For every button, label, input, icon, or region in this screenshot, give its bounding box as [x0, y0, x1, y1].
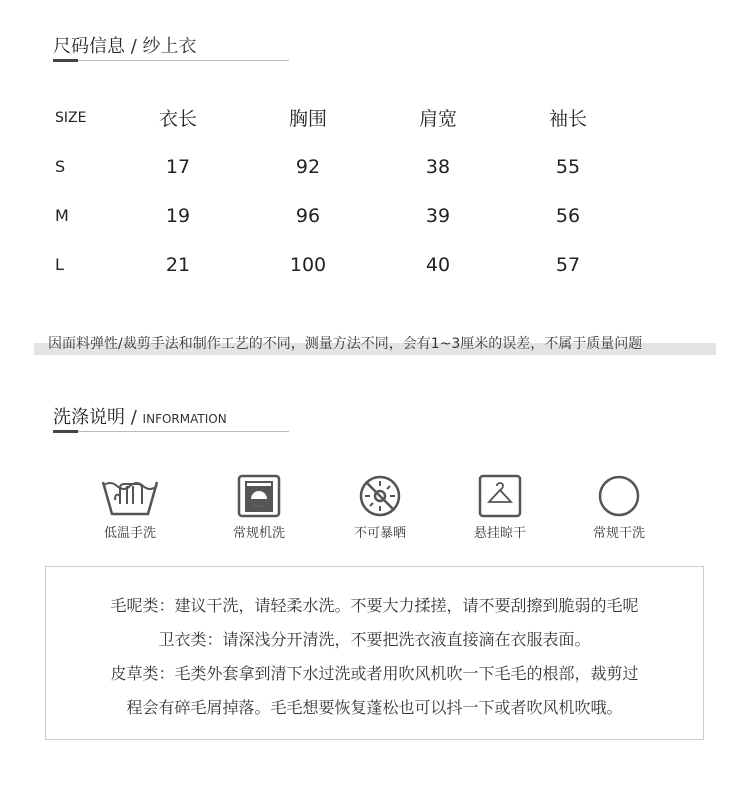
instruction-line: 毛呢类：建议干洗，请轻柔水洗。不要大力揉搓，请不要刮擦到脆弱的毛呢 — [110, 596, 639, 615]
header-cell: SIZE — [55, 109, 87, 126]
header-cell: 衣长 — [158, 108, 197, 130]
care-label: 低温手洗 — [103, 526, 156, 541]
subtitle: INFORMATION — [142, 412, 227, 426]
care-item — [75, 474, 185, 541]
care-item — [325, 474, 435, 541]
care-item — [204, 474, 314, 541]
cell: L — [55, 255, 64, 274]
cell: 17 — [165, 155, 191, 178]
title-text: 尺码信息 — [53, 36, 125, 57]
header-cell: 肩宽 — [418, 108, 457, 130]
care-label: 不可暴晒 — [353, 526, 406, 541]
header-cell: 袖长 — [548, 108, 587, 130]
subtitle: 纱上衣 — [142, 36, 197, 57]
care-label: 常规机洗 — [232, 526, 285, 541]
separator: / — [130, 36, 137, 57]
size-section-title — [53, 32, 197, 58]
care-label: 常规干洗 — [592, 526, 645, 541]
cell: 55 — [555, 155, 581, 178]
machine-wash-icon — [237, 474, 281, 518]
title-text: 洗涤说明 — [53, 407, 125, 428]
header-cell: 胸围 — [288, 108, 327, 130]
care-item — [564, 474, 674, 541]
cell: 56 — [555, 204, 581, 227]
instruction-line: 卫衣类：请深浅分开清洗，不要把洗衣液直接滴在衣服表面。 — [158, 630, 591, 649]
cell: 57 — [555, 253, 581, 276]
cell: 19 — [165, 204, 191, 227]
table-row — [45, 142, 633, 191]
care-label: 悬挂晾干 — [473, 526, 526, 541]
measurement-note: 因面料弹性/裁剪手法和制作工艺的不同，测量方法不同，会有1~3厘米的误差，不属于质量问题 — [48, 336, 643, 352]
instruction-line: 程会有碎毛屑掉落。毛毛想要恢复蓬松也可以抖一下或者吹风机吹哦。 — [126, 698, 623, 717]
care-instructions-box — [45, 566, 704, 740]
cell: 38 — [425, 155, 451, 178]
cell: 96 — [295, 204, 321, 227]
title-underline — [53, 60, 289, 61]
hand-wash-icon — [100, 474, 160, 518]
cell: M — [55, 206, 69, 225]
care-item — [445, 474, 555, 541]
separator: / — [130, 407, 137, 428]
cell: 39 — [425, 204, 451, 227]
dry-clean-icon — [597, 474, 641, 518]
table-row — [45, 240, 633, 289]
title-underline — [53, 431, 289, 432]
cell: 92 — [295, 155, 321, 178]
no-sun-icon — [358, 474, 402, 518]
cell: 40 — [425, 253, 451, 276]
wash-section-title — [53, 403, 227, 429]
size-table — [45, 93, 633, 289]
cell: 100 — [289, 253, 327, 276]
instruction-line: 皮草类：毛类外套拿到清下水过洗或者用吹风机吹一下毛毛的根部，裁剪过 — [110, 664, 639, 683]
cell: 21 — [165, 253, 191, 276]
table-header-row — [45, 93, 633, 142]
table-row — [45, 191, 633, 240]
hang-dry-icon — [478, 474, 522, 518]
cell: S — [55, 157, 66, 176]
